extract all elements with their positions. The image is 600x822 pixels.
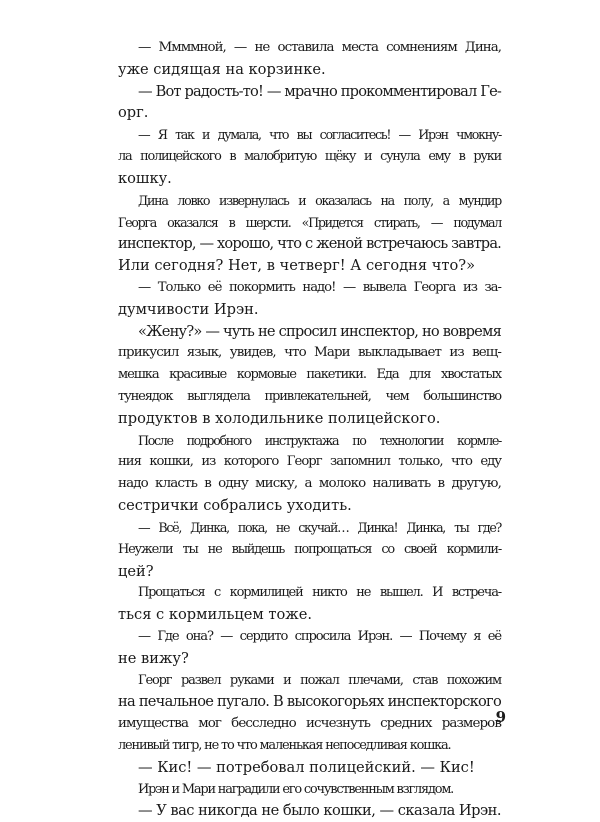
text-line: ла полицейского в малобритую щёку и сунула ему в руки (118, 149, 501, 165)
text-line: — Только её покормить надо! — вывела Георга из за- (138, 279, 501, 295)
text-line: — Ммммной, — не оставила места сомнениям Дина, (138, 40, 501, 55)
text-line: — Всё, Динка, пока, не скучай… Динка! Динка, ты где? (138, 519, 501, 535)
text-line: Или сегодня? Нет, в четверг! А сегодня что?» (118, 257, 476, 275)
text-line: — Где она? — сердито спросила Ирэн. — Почему я её (138, 628, 501, 644)
text-line: — Вот радость-то! — мрачно прокомментировал Ге- (138, 82, 501, 100)
text-line: — Кис! — потребовал полицейский. — Кис! (138, 758, 475, 776)
text-line: тунеядок выглядела привлекательней, чем большинство (118, 389, 501, 404)
text-line: надо класть в одну миску, а молоко наливать в другую, (118, 476, 501, 492)
text-line: ться с кормильцем тоже. (118, 606, 312, 624)
text-line: — У вас никогда не было кошки, — сказала Ирэн. (138, 802, 501, 820)
text-line: Георг развел руками и пожал плечами, став похожим (138, 672, 501, 688)
text-line: — Я так и думала, что вы согласитесь! — Ирэн чмокну- (138, 127, 501, 143)
text-line: мешка красивые кормовые пакетики. Еда для хвостатых (118, 367, 501, 383)
text-line: прикусил язык, увидев, что Мари выкладывает из вещ- (118, 345, 501, 361)
text-line: Прощаться с кормилицей никто не вышел. И встреча- (138, 585, 501, 601)
text-line: Георга оказался в шерсти. «Придется стирать, — подумал (118, 214, 501, 230)
text-line: Ирэн и Мари наградили его сочувственным взглядом. (138, 781, 454, 797)
text-line: Неужели ты не выйдешь попрощаться со своей кормили- (118, 541, 501, 557)
text-line: цей? (118, 562, 154, 580)
text-line: «Жену?» — чуть не спросил инспектор, но вовремя (138, 322, 501, 340)
text-line: уже сидящая на корзинке. (118, 60, 326, 78)
text-line: ленивый тигр, не то что маленькая непоседливая кошка. (118, 738, 451, 753)
text-line: Дина ловко извернулась и оказалась на полу, а мундир (138, 192, 501, 208)
text-line: ния кошки, из которого Георг запомнил только, что еду (118, 454, 501, 470)
text-line: на печальное пугало. В высокогорьях инспекторского (118, 693, 501, 711)
text-line: инспектор, — хорошо, что с женой встречаюсь завтра. (118, 235, 501, 253)
body-text (118, 37, 501, 822)
text-line: продуктов в холодильнике полицейского. (118, 409, 441, 427)
text-line: кошку. (118, 169, 172, 187)
text-line: сестрички собрались уходить. (118, 497, 352, 515)
page-number: 9 (495, 708, 506, 726)
text-line: После подробного инструктажа по технологии кормле- (138, 432, 501, 448)
text-line: думчивости Ирэн. (118, 300, 259, 318)
text-line: орг. (118, 104, 149, 122)
text-line: не вижу? (118, 649, 189, 667)
text-line: имущества мог бесследно исчезнуть средних размеров (118, 716, 501, 732)
